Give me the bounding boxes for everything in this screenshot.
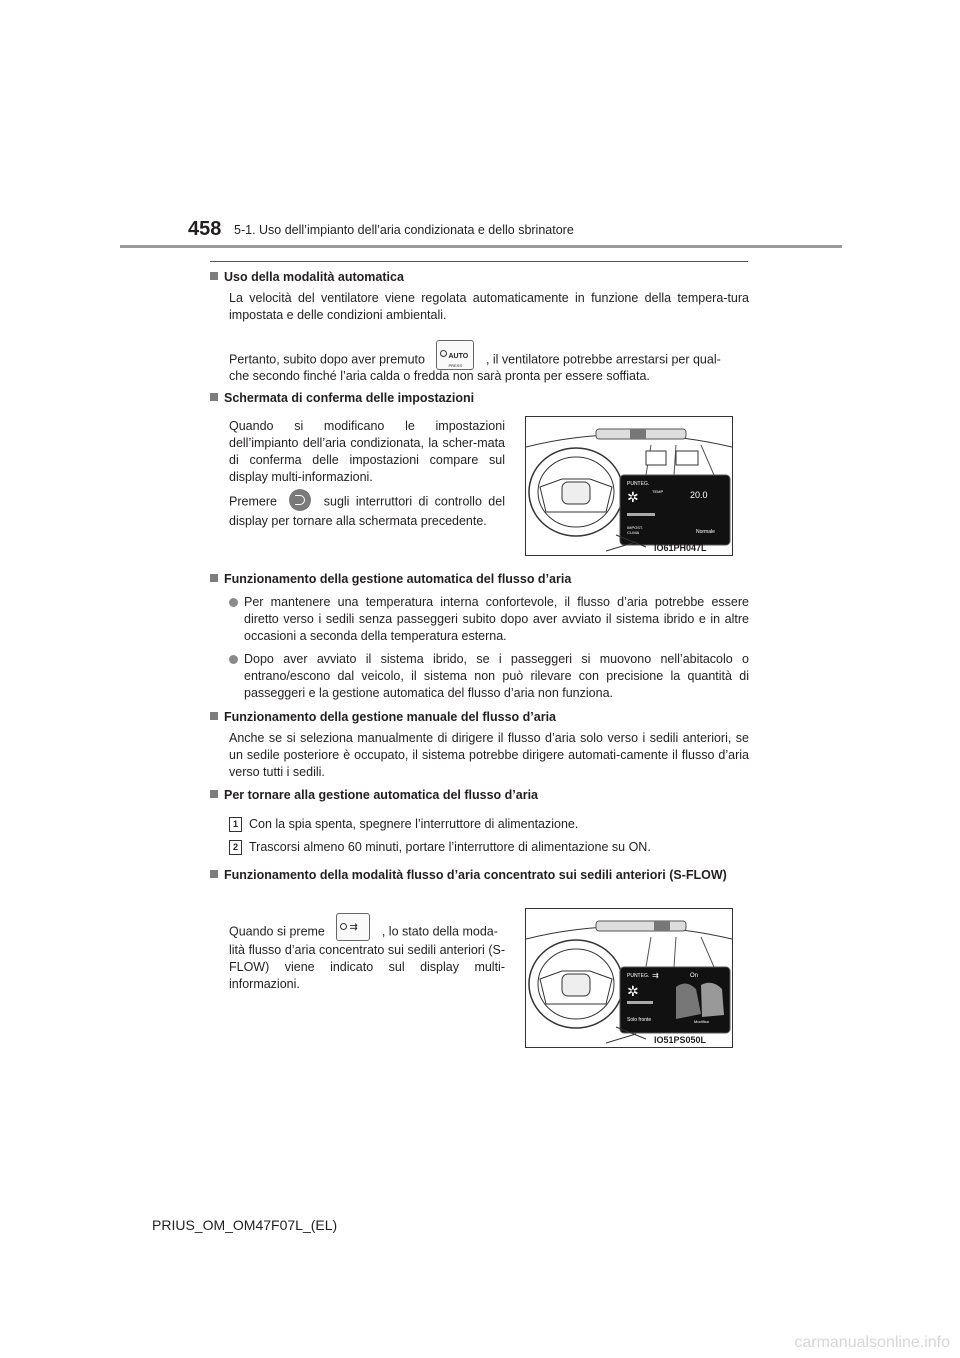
auto-mode-line2: Pertanto, subito dopo aver premuto AUTO PRESS , il ventilatore potrebbe arrestarsi per qual-	[229, 345, 749, 375]
return-auto-step-1: 1 Con la spia spenta, spegnere l’interruttore di alimentazione.	[249, 816, 749, 833]
running-header: 5-1. Uso dell’impianto dell’aria condizionata e dello sbrinatore	[234, 223, 574, 237]
square-bullet-icon	[210, 393, 218, 401]
auto-button-icon: AUTO PRESS	[436, 340, 474, 370]
square-bullet-icon	[210, 574, 218, 582]
heading-sflow: Funzionamento della modalità flusso d’aria concentrato sui sedili anteriori (S-FLOW)	[210, 866, 750, 884]
square-bullet-icon	[210, 712, 218, 720]
sflow-line1: Quando si preme ⇉ , lo stato della moda-	[229, 918, 509, 946]
return-auto-step-2: 2 Trascorsi almeno 60 minuti, portare l’interruttore di alimentazione su ON.	[249, 839, 749, 856]
step-number: 2	[229, 840, 242, 855]
figure-confirm-screen	[525, 416, 733, 556]
display-mode-value: Normale	[696, 529, 715, 535]
auto-mode-line3: che secondo finché l’aria calda o fredda non sarà pronta per essere soffiata.	[229, 369, 650, 383]
level-bar	[627, 1001, 653, 1004]
figure-code: IO61PH047L	[654, 543, 707, 553]
confirm-screen-text: Quando si modificano le impostazioni dell’impianto dell’aria condizionata, la scher-mata di conferma delle impostazioni compare sul display multi-informazioni.	[229, 419, 505, 484]
display-title: PUNTEG.	[627, 481, 650, 487]
header-rule	[120, 245, 842, 248]
display-title: PUNTEG.	[627, 973, 650, 979]
auto-airflow-bullet-1: Per mantenere una temperatura interna confortevole, il flusso d’aria potrebbe essere diretto verso i sedili senza passeggeri subito dopo aver avviato il sistema ibrido e in altre occasioni a seconda della temperatura esterna.	[244, 594, 749, 645]
page-number: 458	[188, 218, 222, 240]
sflow-text: lità flusso d’aria concentrato sui sedili anteriori (S-FLOW) viene indicato sul display multi-informazioni.	[229, 943, 505, 991]
display-mode-label: Solo fronte	[627, 1017, 652, 1023]
heading-confirm-screen: Schermata di conferma delle impostazioni	[210, 391, 474, 405]
step-number: 1	[229, 817, 242, 832]
display-settings-label: IMPOST. CLIMA	[627, 525, 644, 535]
bullet-dot-icon	[229, 655, 238, 664]
watermark: carmanualsonline.info	[794, 1334, 950, 1351]
figure-code: IO51PS050L	[654, 1035, 707, 1045]
back-button-icon	[289, 489, 311, 511]
confirm-screen-text2: Premere sugli interruttori di controllo del display per tornare alla schermata precedente.	[229, 491, 505, 530]
heading-return-auto: Per tornare alla gestione automatica del flusso d’aria	[210, 788, 538, 802]
square-bullet-icon	[210, 790, 218, 798]
section-rule	[210, 261, 748, 262]
display-temp-value: 20.0	[690, 490, 708, 500]
heading-auto-mode: Uso della modalità automatica	[210, 270, 404, 284]
footer-doc-code: PRIUS_OM_OM47F07L_(EL)	[152, 1217, 338, 1233]
mid-display	[624, 971, 726, 1029]
square-bullet-icon	[210, 272, 218, 280]
display-action-label: Modifica	[694, 1019, 709, 1024]
figure-sflow	[525, 908, 733, 1048]
display-status: On	[690, 973, 699, 979]
bullet-dot-icon	[229, 598, 238, 607]
sflow-button-icon: ⇉	[336, 913, 370, 941]
fan-icon: ✲	[627, 489, 639, 505]
mid-display	[624, 479, 726, 541]
fan-icon: ✲	[627, 983, 639, 999]
sflow-mode-icon: ⇉	[652, 971, 659, 980]
square-bullet-icon	[210, 870, 218, 878]
level-bar	[627, 513, 655, 516]
auto-mode-text: La velocità del ventilatore viene regolata automaticamente in funzione della tempera-tura impostata e delle condizioni ambientali.	[229, 291, 749, 322]
display-temp-label: TEMP	[652, 489, 664, 494]
heading-auto-airflow: Funzionamento della gestione automatica del flusso d’aria	[210, 572, 571, 586]
manual-airflow-text: Anche se si seleziona manualmente di dirigere il flusso d’aria solo verso i sedili anteriori, se un sedile posteriore è occupato, il sistema potrebbe dirigere automati-camente il flusso d’aria verso tutti i sedili.	[229, 731, 749, 779]
heading-manual-airflow: Funzionamento della gestione manuale del flusso d’aria	[210, 710, 556, 724]
auto-airflow-bullet-2: Dopo aver avviato il sistema ibrido, se i passeggeri si muovono nell’abitacolo o entrano/escono dal veicolo, il sistema non può rilevare con precisione la quantità di passeggeri e la gestione automatica del flusso d’aria non funziona.	[244, 651, 749, 702]
